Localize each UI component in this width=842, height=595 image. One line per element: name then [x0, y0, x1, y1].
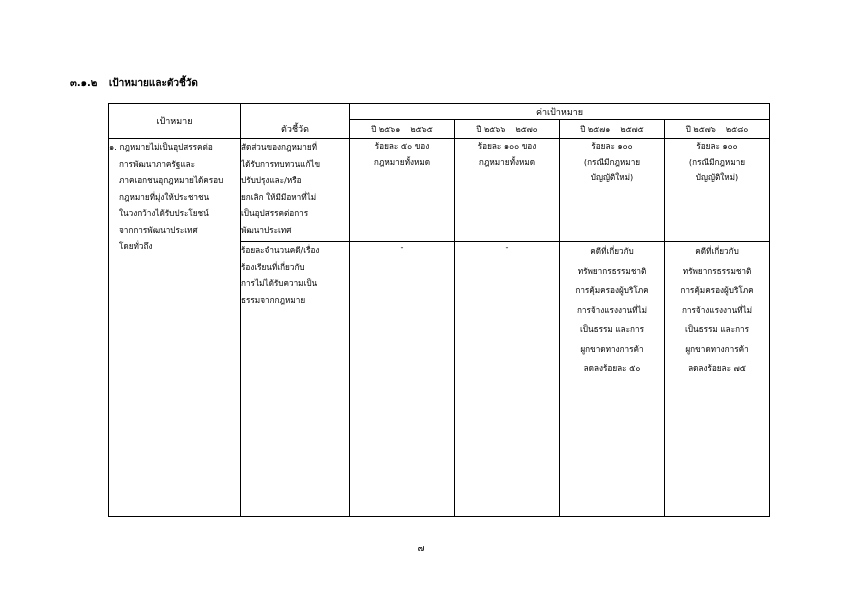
header-year-1: ปี ๒๕๖๑ ๒๕๖๕: [350, 120, 455, 139]
header-year-3: ปี ๒๕๗๑ ๒๕๗๕: [560, 120, 665, 139]
header-indicator: ตัวชี้วัด: [241, 104, 350, 139]
target-cell-r1-y4: ร้อยละ ๑๐๐ (กรณีมีกฎหมาย บัญญัติใหม่): [665, 139, 770, 242]
section-number: ๓.๑.๒: [70, 78, 98, 89]
target-cell-r2-y2: -: [455, 242, 560, 517]
target-cell-r2-y3: คดีที่เกี่ยวกับ ทรัพยากรธรรมชาติ การคุ้มครองผู้บริโภค การจ้างแรงงานที่ไม่ เป็นธรรม และการ ผูกขาดทางการค้า ลดลงร้อยละ ๕๐: [560, 242, 665, 517]
goal-cell: ๑. กฎหมายไม่เป็นอุปสรรคต่อ การพัฒนาภาครัฐและ ภาคเอกชนอุกฎหมายได้ครอบ กฎหมายที่มุ่งให้ประชาชน ในวงกว้างได้รับประโยชน์ จากการพัฒนาประเทศ โดยทั่วถึง: [109, 139, 241, 517]
header-target: ค่าเป้าหมาย: [350, 104, 770, 120]
header-year-4: ปี ๒๕๗๖ ๒๕๘๐: [665, 120, 770, 139]
target-cell-r1-y2: ร้อยละ ๑๐๐ ของ กฎหมายทั้งหมด: [455, 139, 560, 242]
target-cell-r1-y1: ร้อยละ ๕๐ ของ กฎหมายทั้งหมด: [350, 139, 455, 242]
indicator-cell-1: สัดส่วนของกฎหมายที่ ได้รับการทบทวนแก้ไข ปรับปรุงและ/หรือ ยกเลิก ให้มีมีอหาที่ไม่ เป็นอุปสรรคต่อการ พัฒนาประเทศ: [241, 139, 350, 242]
goals-indicators-table: [108, 103, 770, 517]
target-cell-r1-y3: ร้อยละ ๑๐๐ (กรณีมีกฎหมาย บัญญัติใหม่): [560, 139, 665, 242]
page-number: ๗: [417, 544, 425, 554]
header-year-2: ปี ๒๕๖๖ ๒๕๗๐: [455, 120, 560, 139]
indicator-cell-2: ร้อยละจำนวนคดี/เรื่อง ร้องเรียนที่เกี่ยวกับ การไม่ได้รับความเป็น ธรรมจากกฎหมาย: [241, 242, 350, 517]
header-goal: เป้าหมาย: [109, 104, 241, 139]
target-cell-r2-y1: -: [350, 242, 455, 517]
section-heading: [70, 76, 198, 91]
section-title: เป้าหมายและตัวชี้วัด: [108, 78, 198, 89]
target-cell-r2-y4: คดีที่เกี่ยวกับ ทรัพยากรธรรมชาติ การคุ้มครองผู้บริโภค การจ้างแรงงานที่ไม่ เป็นธรรม และการ ผูกขาดทางการค้า ลดลงร้อยละ ๗๕: [665, 242, 770, 517]
